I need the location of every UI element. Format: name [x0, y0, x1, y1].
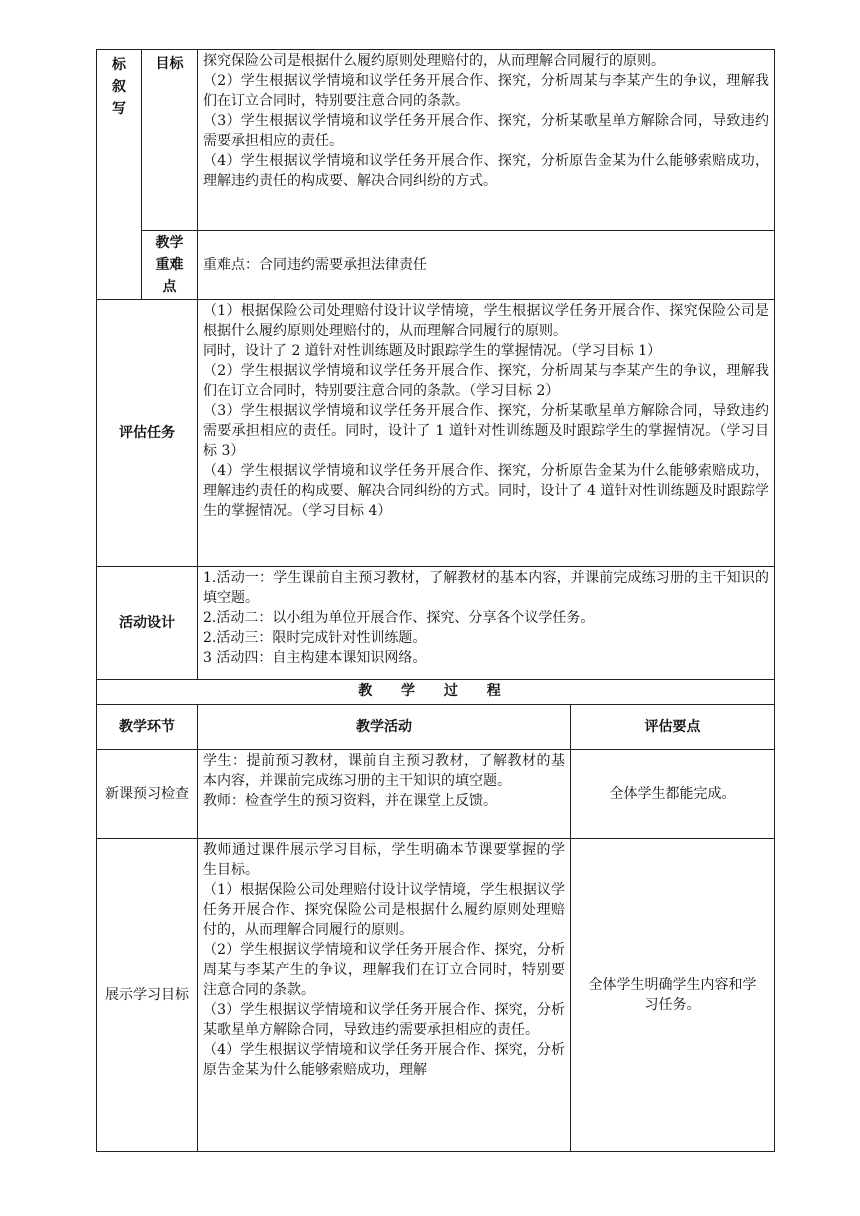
header-stage: 教学环节 — [97, 705, 198, 750]
activity-line: （1）根据保险公司处理赔付设计议学情境，学生根据议学任务开展合作、探究保险公司是根据什么履约原则处理赔付的，从而理解合同履行的原则。 — [203, 882, 565, 938]
process-row-preview — [97, 750, 775, 839]
stage-cell — [97, 750, 198, 839]
goal-content — [198, 50, 775, 231]
activity-design-label: 活动设计 — [97, 567, 198, 680]
lesson-plan-document — [96, 49, 774, 1152]
activity-cell — [198, 750, 571, 839]
goal-line: （2）学生根据议学情境和议学任务开展合作、探究，分析周某与李某产生的争议，理解我们在订立合同时，特别要注意合同的条款。 — [203, 73, 769, 109]
process-title-row — [97, 680, 775, 705]
assessment-point: 全体学生明确学生内容和学习任务。 — [571, 839, 775, 1152]
activity-design-content — [198, 567, 775, 680]
assessment-line: （1）根据保险公司处理赔付设计议学情境，学生根据议学任务开展合作、探究保险公司是根据什么履约原则处理赔付的，从而理解合同履行的原则。 — [203, 303, 769, 339]
stage-label: 展示学习目标 — [105, 987, 189, 1003]
activity-line: 教师：检查学生的预习资料，并在课堂上反馈。 — [203, 793, 497, 809]
process-title: 教 学 过 程 — [97, 680, 775, 705]
activity-line: （4）学生根据议学情境和议学任务开展合作、探究，分析原告金某为什么能够索赔成功，理解 — [203, 1042, 565, 1078]
assessment-content — [198, 300, 775, 567]
header-activity: 教学活动 — [198, 705, 571, 750]
goal-row — [97, 50, 775, 231]
goal-line: （4）学生根据议学情境和议学任务开展合作、探究，分析原告金某为什么能够索赔成功，理解违约责任的构成要、解决合同纠纷的方式。 — [203, 153, 769, 189]
assessment-label: 评估任务 — [97, 300, 198, 567]
activity-line: 教师通过课件展示学习目标，学生明确本节课要掌握的学生目标。 — [203, 842, 565, 878]
activity-line: 2.活动三：限时完成针对性训练题。 — [203, 630, 427, 646]
activity-line: （3）学生根据议学情境和议学任务开展合作、探究，分析某歌星单方解除合同，导致违约需要承担相应的责任。 — [203, 1002, 565, 1038]
assessment-line: 同时，设计了 2 道针对性训练题及时跟踪学生的掌握情况。（学习目标 1） — [203, 343, 662, 359]
section-side-label: 标 叙 写 — [97, 50, 142, 300]
difficulty-text: 重难点：合同违约需要承担法律责任 — [198, 231, 775, 300]
goal-line: （3）学生根据议学情境和议学任务开展合作、探究，分析某歌星单方解除合同，导致违约需要承担相应的责任。 — [203, 113, 769, 149]
difficulty-row — [97, 231, 775, 300]
activity-line: 3 活动四：自主构建本课知识网络。 — [203, 650, 427, 666]
process-row-goals — [97, 839, 775, 1152]
lesson-plan-table — [96, 49, 775, 1152]
assessment-row — [97, 300, 775, 567]
activity-line: 1.活动一：学生课前自主预习教材，了解教材的基本内容，并课前完成练习册的主干知识的填空题。 — [203, 570, 769, 606]
activity-cell — [198, 839, 571, 1152]
process-header-row — [97, 705, 775, 750]
activity-line: 学生：提前预习教材，课前自主预习教材，了解教材的基本内容，并课前完成练习册的主干知识的填空题。 — [203, 753, 565, 789]
assessment-line: （4）学生根据议学情境和议学任务开展合作、探究，分析原告金某为什么能够索赔成功，理解违约责任的构成要、解决合同纠纷的方式。同时，设计了 4 道针对性训练题及时跟踪学生的掌握情况。（学习目标 4） — [203, 463, 769, 519]
assessment-line: （2）学生根据议学情境和议学任务开展合作、探究，分析周某与李某产生的争议，理解我们在订立合同时，特别要注意合同的条款。（学习目标 2） — [203, 363, 769, 399]
activity-line: 2.活动二：以小组为单位开展合作、探究、分享各个议学任务。 — [203, 610, 595, 626]
goal-line: 探究保险公司是根据什么履约原则处理赔付的，从而理解合同履行的原则。 — [203, 53, 665, 69]
difficulty-label: 教学 重难 点 — [142, 231, 198, 300]
stage-label: 新课预习检查 — [105, 786, 189, 802]
assessment-line: （3）学生根据议学情境和议学任务开展合作、探究，分析某歌星单方解除合同，导致违约需要承担相应的责任。同时，设计了 1 道针对性训练题及时跟踪学生的掌握情况。（学习目标 3） — [203, 403, 769, 459]
activity-line: （2）学生根据议学情境和议学任务开展合作、探究，分析周某与李某产生的争议，理解我们在订立合同时，特别要注意合同的条款。 — [203, 942, 565, 998]
assessment-point: 全体学生都能完成。 — [571, 750, 775, 839]
stage-cell — [97, 839, 198, 1152]
activity-design-row — [97, 567, 775, 680]
header-assessment: 评估要点 — [571, 705, 775, 750]
goal-label: 目标 — [142, 50, 198, 231]
